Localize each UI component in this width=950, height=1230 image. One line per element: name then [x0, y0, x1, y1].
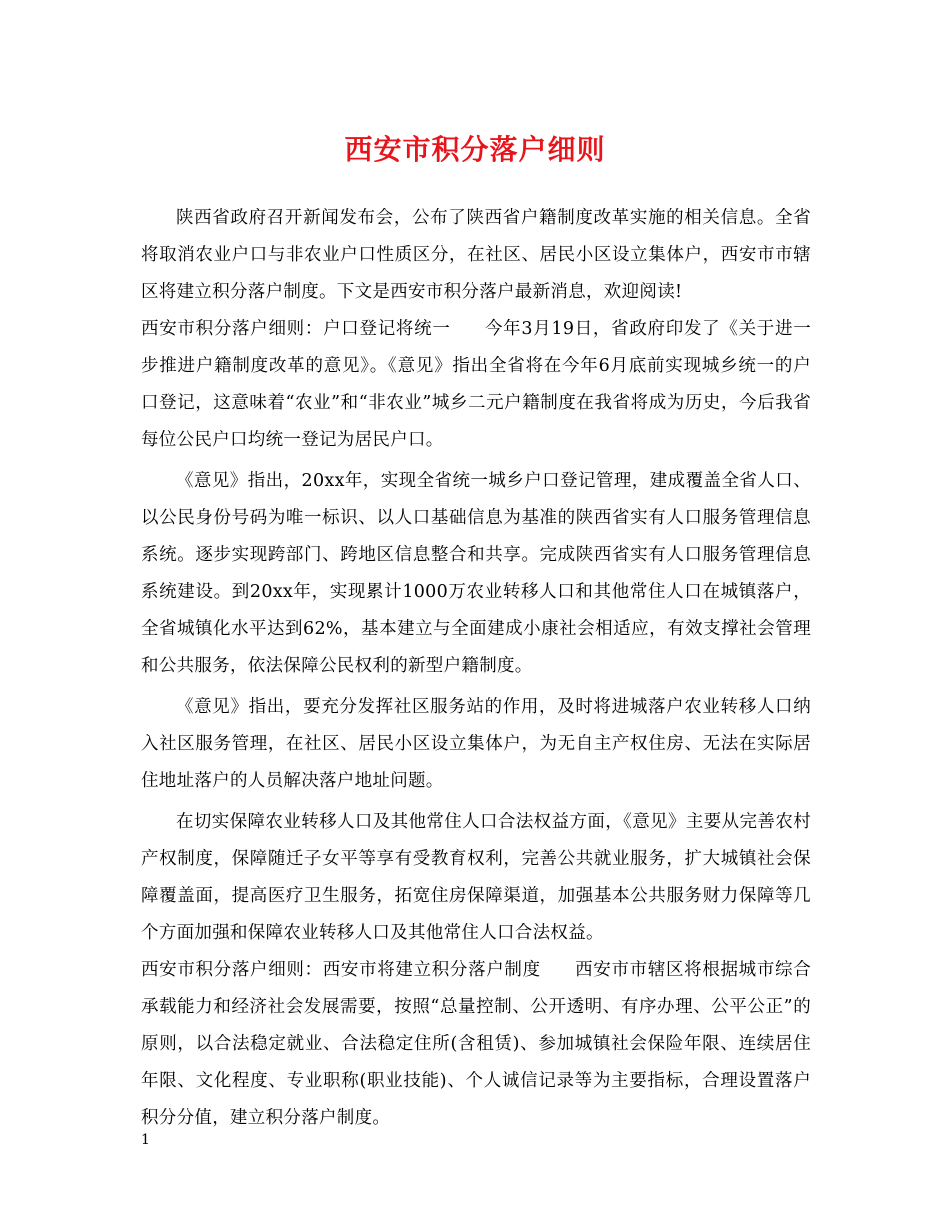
section-heading-registration: 西安市积分落户细则：户口登记将统一 [141, 319, 451, 339]
paragraph-text: 今年3月19日，省政府印发了《关于进一步推进户籍制度改革的意见》。《意见》指出全省将在今年6月底前实现城乡统一的户口登记，这意味着“农业”和“非农业”城乡二元户籍制度在我省将成为历史，今后我省每位公民户口均统一登记为居民户口。 [141, 319, 811, 450]
paragraph-community [141, 689, 811, 800]
paragraph-text: 在切实保障农业转移人口及其他常住人口合法权益方面，《意见》主要从完善农村产权制度，保障随迁子女平等享有受教育权利，完善公共就业服务，扩大城镇社会保障覆盖面，提高医疗卫生服务，拓宽住房保障渠道，加强基本公共服务财力保障等几个方面加强和保障农业转移人口及其他常住人口合法权益。 [141, 812, 811, 943]
paragraph-intro [141, 200, 811, 311]
paragraph-rights [141, 804, 811, 952]
paragraph-text: 《意见》指出，要充分发挥社区服务站的作用，及时将进城落户农业转移人口纳入社区服务管理，在社区、居民小区设立集体户，为无自主产权住房、无法在实际居住地址落户的人员解决落户地址问题。 [141, 697, 811, 791]
document-body [141, 200, 811, 1137]
paragraph-registration [141, 311, 811, 459]
paragraph-text: 陕西省政府召开新闻发布会，公布了陕西省户籍制度改革实施的相关信息。全省将取消农业户口与非农业户口性质区分，在社区、居民小区设立集体户，西安市市辖区将建立积分落户制度。下文是西安市积分落户最新消息，欢迎阅读! [141, 208, 811, 302]
paragraph-points-system [141, 952, 811, 1137]
paragraph-opinion-2020 [141, 463, 811, 685]
paragraph-text: 《意见》指出，20xx年，实现全省统一城乡户口登记管理，建成覆盖全省人口、以公民身份号码为唯一标识、以人口基础信息为基准的陕西省实有人口服务管理信息系统。逐步实现跨部门、跨地区信息整合和共享。完成陕西省实有人口服务管理信息系统建设。到20xx年，实现累计1000万农业转移人口和其他常住人口在城镇落户，全省城镇化水平达到62%，基本建立与全面建成小康社会相适应，有效支撑社会管理和公共服务，依法保障公民权利的新型户籍制度。 [141, 471, 811, 676]
page-number: 1 [141, 1132, 150, 1148]
paragraph-text: 西安市市辖区将根据城市综合承载能力和经济社会发展需要，按照“总量控制、公开透明、有序办理、公平公正”的原则，以合法稳定就业、合法稳定住所(含租赁)、参加城镇社会保险年限、连续居住年限、文化程度、专业职称(职业技能)、个人诚信记录等为主要指标，合理设置落户积分分值，建立积分落户制度。 [141, 960, 811, 1128]
page-title: 西安市积分落户细则 [344, 133, 606, 166]
section-heading-points-system: 西安市积分落户细则：西安市将建立积分落户制度 [141, 960, 541, 980]
